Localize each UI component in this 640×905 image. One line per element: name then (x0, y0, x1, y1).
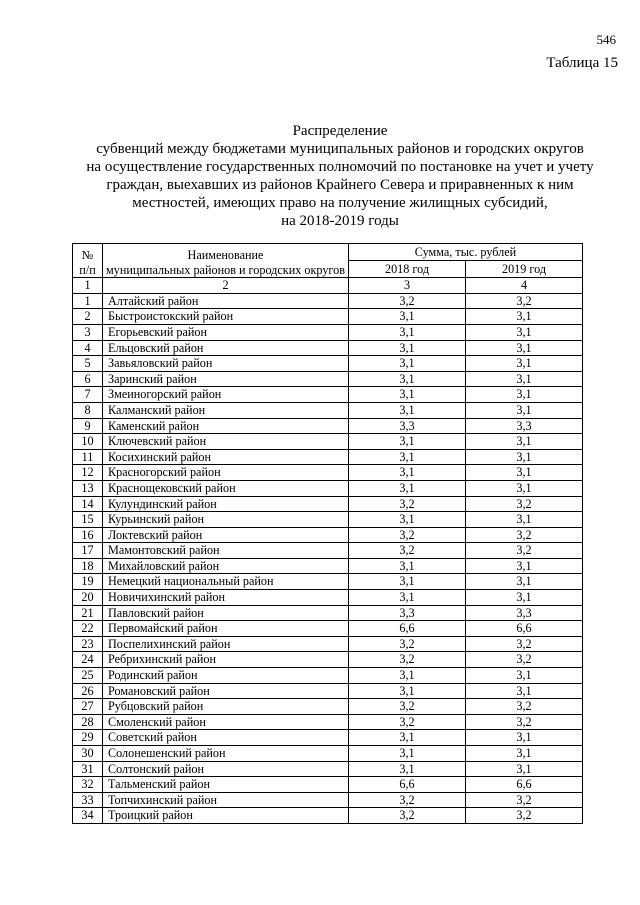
row-number: 6 (73, 371, 103, 387)
table-row (73, 699, 583, 715)
value-2019: 3,1 (466, 730, 583, 746)
district-name: Каменский район (103, 418, 349, 434)
value-2019: 3,1 (466, 480, 583, 496)
value-2019: 3,2 (466, 293, 583, 309)
row-number: 30 (73, 746, 103, 762)
value-2019: 3,2 (466, 543, 583, 559)
header-year-2018: 2018 год (349, 261, 466, 278)
value-2018: 3,2 (349, 699, 466, 715)
row-number: 17 (73, 543, 103, 559)
index-cell: 2 (103, 278, 349, 294)
value-2018: 3,1 (349, 730, 466, 746)
row-number: 7 (73, 387, 103, 403)
value-2019: 3,1 (466, 356, 583, 372)
district-name: Тальменский район (103, 777, 349, 793)
row-number: 28 (73, 714, 103, 730)
table-row (73, 761, 583, 777)
table-row (73, 636, 583, 652)
row-number: 8 (73, 402, 103, 418)
table-label: Таблица 15 (546, 55, 618, 71)
value-2018: 3,1 (349, 668, 466, 684)
value-2019: 3,1 (466, 402, 583, 418)
row-number: 19 (73, 574, 103, 590)
district-name: Рубцовский район (103, 699, 349, 715)
table-row (73, 465, 583, 481)
value-2018: 3,1 (349, 387, 466, 403)
value-2019: 3,2 (466, 792, 583, 808)
table-row (73, 340, 583, 356)
table-row (73, 309, 583, 325)
district-name: Локтевский район (103, 527, 349, 543)
value-2019: 3,1 (466, 512, 583, 528)
header-name-line2: муниципальных районов и городских округов (106, 262, 345, 277)
row-number: 29 (73, 730, 103, 746)
row-number: 12 (73, 465, 103, 481)
value-2018: 3,3 (349, 418, 466, 434)
value-2019: 3,1 (466, 668, 583, 684)
value-2018: 3,1 (349, 590, 466, 606)
value-2018: 3,1 (349, 480, 466, 496)
row-number: 34 (73, 808, 103, 824)
district-name: Ельцовский район (103, 340, 349, 356)
value-2019: 3,2 (466, 808, 583, 824)
table-row (73, 418, 583, 434)
table-row (73, 449, 583, 465)
row-number: 10 (73, 434, 103, 450)
district-name: Заринский район (103, 371, 349, 387)
district-name: Смоленский район (103, 714, 349, 730)
value-2019: 3,2 (466, 496, 583, 512)
header-name-line1: Наименование (187, 248, 264, 262)
header-sum: Сумма, тыс. рублей (349, 244, 583, 261)
title-line: местностей, имеющих право на получение жилищных субсидий, (132, 195, 548, 211)
value-2018: 3,1 (349, 434, 466, 450)
value-2018: 3,1 (349, 746, 466, 762)
value-2019: 3,1 (466, 574, 583, 590)
district-name: Советский район (103, 730, 349, 746)
header-number-line1: № (81, 248, 94, 262)
district-name: Поспелихинский район (103, 636, 349, 652)
table-row (73, 480, 583, 496)
value-2018: 6,6 (349, 777, 466, 793)
value-2018: 3,2 (349, 808, 466, 824)
row-number: 22 (73, 621, 103, 637)
table-row (73, 605, 583, 621)
district-name: Егорьевский район (103, 324, 349, 340)
table-row (73, 543, 583, 559)
value-2018: 3,2 (349, 636, 466, 652)
row-number: 33 (73, 792, 103, 808)
district-name: Романовский район (103, 683, 349, 699)
row-number: 13 (73, 480, 103, 496)
value-2018: 3,2 (349, 792, 466, 808)
value-2019: 3,1 (466, 434, 583, 450)
table-row (73, 434, 583, 450)
table-row (73, 356, 583, 372)
value-2018: 3,1 (349, 449, 466, 465)
value-2018: 3,1 (349, 309, 466, 325)
value-2018: 3,3 (349, 605, 466, 621)
value-2018: 3,1 (349, 512, 466, 528)
district-name: Калманский район (103, 402, 349, 418)
value-2018: 3,1 (349, 761, 466, 777)
district-name: Топчихинский район (103, 792, 349, 808)
row-number: 32 (73, 777, 103, 793)
table-row (73, 558, 583, 574)
value-2019: 6,6 (466, 621, 583, 637)
document-title (60, 122, 620, 230)
value-2018: 3,1 (349, 558, 466, 574)
table-row (73, 652, 583, 668)
table-body (73, 278, 583, 824)
row-number: 26 (73, 683, 103, 699)
row-number: 4 (73, 340, 103, 356)
district-name: Солонешенский район (103, 746, 349, 762)
value-2019: 3,3 (466, 418, 583, 434)
value-2019: 3,1 (466, 590, 583, 606)
value-2019: 3,1 (466, 324, 583, 340)
value-2019: 3,2 (466, 699, 583, 715)
value-2018: 3,2 (349, 496, 466, 512)
value-2019: 3,2 (466, 652, 583, 668)
index-cell: 1 (73, 278, 103, 294)
value-2019: 3,1 (466, 340, 583, 356)
row-number: 27 (73, 699, 103, 715)
row-number: 23 (73, 636, 103, 652)
district-name: Кулундинский район (103, 496, 349, 512)
value-2019: 3,1 (466, 309, 583, 325)
row-number: 2 (73, 309, 103, 325)
index-cell: 3 (349, 278, 466, 294)
table-row (73, 371, 583, 387)
table-row (73, 574, 583, 590)
table-row (73, 777, 583, 793)
district-name: Краснощековский район (103, 480, 349, 496)
row-number: 5 (73, 356, 103, 372)
row-number: 11 (73, 449, 103, 465)
table-row (73, 730, 583, 746)
district-name: Змеиногорский район (103, 387, 349, 403)
table-row (73, 402, 583, 418)
district-name: Ключевский район (103, 434, 349, 450)
value-2019: 6,6 (466, 777, 583, 793)
title-line: на осуществление государственных полномочий по постановке на учет и учету (86, 159, 594, 175)
row-number: 14 (73, 496, 103, 512)
value-2018: 3,1 (349, 340, 466, 356)
district-name: Михайловский район (103, 558, 349, 574)
header-name (103, 244, 349, 278)
column-index-row (73, 278, 583, 294)
index-cell: 4 (466, 278, 583, 294)
title-line: граждан, выехавших из районов Крайнего Севера и приравненных к ним (106, 177, 574, 193)
row-number: 18 (73, 558, 103, 574)
district-name: Завьяловский район (103, 356, 349, 372)
value-2019: 3,1 (466, 371, 583, 387)
value-2019: 3,3 (466, 605, 583, 621)
value-2019: 3,1 (466, 387, 583, 403)
row-number: 24 (73, 652, 103, 668)
district-name: Первомайский район (103, 621, 349, 637)
header-year-2019: 2019 год (466, 261, 583, 278)
value-2019: 3,2 (466, 527, 583, 543)
value-2019: 3,1 (466, 449, 583, 465)
table-row (73, 792, 583, 808)
table-row (73, 590, 583, 606)
district-name: Ребрихинский район (103, 652, 349, 668)
table-row (73, 293, 583, 309)
table-row (73, 714, 583, 730)
value-2019: 3,1 (466, 746, 583, 762)
district-name: Новичихинский район (103, 590, 349, 606)
row-number: 20 (73, 590, 103, 606)
value-2018: 3,1 (349, 371, 466, 387)
value-2018: 6,6 (349, 621, 466, 637)
row-number: 9 (73, 418, 103, 434)
table-row (73, 527, 583, 543)
district-name: Косихинский район (103, 449, 349, 465)
value-2018: 3,2 (349, 652, 466, 668)
district-name: Красногорский район (103, 465, 349, 481)
district-name: Павловский район (103, 605, 349, 621)
value-2018: 3,1 (349, 683, 466, 699)
value-2019: 3,1 (466, 465, 583, 481)
row-number: 16 (73, 527, 103, 543)
table-row (73, 683, 583, 699)
distribution-table (72, 243, 583, 824)
value-2018: 3,1 (349, 465, 466, 481)
row-number: 21 (73, 605, 103, 621)
table-row (73, 512, 583, 528)
value-2018: 3,1 (349, 574, 466, 590)
district-name: Немецкий национальный район (103, 574, 349, 590)
table-row (73, 496, 583, 512)
row-number: 3 (73, 324, 103, 340)
value-2019: 3,2 (466, 714, 583, 730)
value-2019: 3,1 (466, 558, 583, 574)
table-row (73, 387, 583, 403)
header-number (73, 244, 103, 278)
district-name: Курьинский район (103, 512, 349, 528)
table-row (73, 808, 583, 824)
table-row (73, 324, 583, 340)
title-line: на 2018-2019 годы (281, 213, 399, 229)
value-2018: 3,2 (349, 293, 466, 309)
value-2018: 3,2 (349, 543, 466, 559)
page-number: 546 (596, 32, 616, 47)
row-number: 25 (73, 668, 103, 684)
table-row (73, 746, 583, 762)
table-row (73, 668, 583, 684)
district-name: Родинский район (103, 668, 349, 684)
district-name: Быстроистокский район (103, 309, 349, 325)
district-name: Алтайский район (103, 293, 349, 309)
district-name: Троицкий район (103, 808, 349, 824)
value-2018: 3,1 (349, 402, 466, 418)
row-number: 1 (73, 293, 103, 309)
value-2019: 3,1 (466, 761, 583, 777)
value-2018: 3,2 (349, 714, 466, 730)
title-line: Распределение (292, 123, 388, 139)
value-2018: 3,2 (349, 527, 466, 543)
title-line: субвенций между бюджетами муниципальных районов и городских округов (96, 141, 584, 157)
value-2019: 3,2 (466, 636, 583, 652)
district-name: Солтонский район (103, 761, 349, 777)
value-2018: 3,1 (349, 356, 466, 372)
value-2019: 3,1 (466, 683, 583, 699)
row-number: 31 (73, 761, 103, 777)
table-row (73, 621, 583, 637)
value-2018: 3,1 (349, 324, 466, 340)
district-name: Мамонтовский район (103, 543, 349, 559)
row-number: 15 (73, 512, 103, 528)
header-number-line2: п/п (79, 262, 96, 277)
